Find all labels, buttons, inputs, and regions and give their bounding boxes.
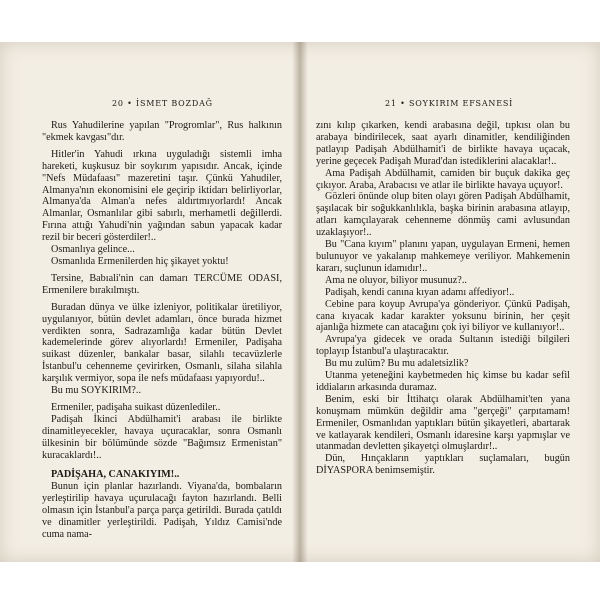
- paragraph: Padişah, kendi canına kıyan adamı affediyor!..: [325, 286, 515, 298]
- paragraph: Padişah İkinci Abdülhamit'i arabası ile birlikte dinamitleyecekler, havaya uçuracaklar, sonra Osmanlı ülkesinin bir bölümünde sözde "Bağımsız Ermenistan" kuracaklardı!..: [42, 413, 282, 461]
- section-heading: PADİŞAHA, CANAKIYIM!..: [51, 469, 180, 481]
- paragraph: zını kılıp çıkarken, kendi arabasına değil, tıpkısı olan bu arabaya bindirilecek, saat ayarlı dinamitler, kendiliğinden patlayıp Padişah Abdülhamit'i de birlikte havaya uçacak, yerine geçecek Padişah Murad'dan istediklerini alacaklar!..: [316, 120, 570, 167]
- paragraph: Dün, Hınçakların yaptıkları suçlamaları, bugün DİYASPORA benimsemiştir.: [316, 453, 570, 477]
- paragraph: Gözleri önünde olup biten olayı gören Padişah Abdülhamit, şaşılacak bir soğukkanlılıkla, başka birinin arabasına atlayıp, atları kamçılayarak cehenneme dönmüş cami avlusundan uzaklaşıyor!..: [316, 191, 570, 239]
- paragraph: Osmanlıya gelince...: [51, 244, 135, 256]
- left-page-header: 20 • İSMET BOZDAĞ: [112, 99, 213, 108]
- right-page-body: [316, 120, 570, 477]
- paragraph: Ama Padişah Abdülhamit, camiden bir buçuk dakika geç çıkıyor. Araba, Arabacısı ve atlar ile birlikte havaya uçuyor!.: [316, 167, 570, 191]
- paragraph: Ermeniler, padişaha suikast düzenlediler..: [51, 401, 221, 413]
- paragraph: Bunun için planlar hazırlandı. Viyana'da, bombaların yerleştirilip havaya uçurulacağı fayton hazırlandı. Belli olmasın için İstanbul'a parça parça getirildi. Burada çatıldı ve dinamitler yerleştirildi. Padişah, Yıldız Camisi'nde cuma nama-: [42, 481, 282, 540]
- paragraph: Osmanlıda Ermenilerden hiç şikayet yoktu!: [51, 255, 229, 267]
- paragraph: Tersine, Babıali'nin can damarı TERCÜME ODASI, Ermenilere bırakılmıştı.: [42, 272, 282, 296]
- paragraph: Ama ne oluyor, biliyor musunuz?..: [325, 274, 467, 286]
- paragraph: Utanma yeteneğini kaybetmeden hiç kimse bu kadar sefil iddiaların arkasında duramaz.: [316, 370, 570, 393]
- paragraph: Hitler'in Yahudi ırkına uyguladığı sistemli imha hareketi, kuşkusuz bir soykırım yapısıdır. Ancak, içinde "Nefs Müdafaası" mazeretini taşır. Çünkü Yahudiler, Almanya'nın ekonomisini ele geçirip iktidarı belirliyorlar, Almanya'da Alman'a nefes aldırtmıyorlardı! Ancak Almanlar, Osmanlılar gibi sabırlı, merhametli değillerdi. Fırına attığı Yahudi'nin yağından sabun yapacak kadar rezil bir beceri gösterdiler!..: [42, 148, 282, 244]
- paragraph: Rus Yahudilerine yapılan "Progromlar", Rus halkının "ekmek kavgası"dır.: [42, 120, 282, 143]
- right-page: [300, 42, 600, 562]
- left-page: [0, 42, 300, 562]
- open-book: [0, 42, 600, 562]
- right-page-header: 21 • SOYKIRIM EFSANESİ: [385, 99, 514, 108]
- paragraph: Bu mu SOYKIRIM?..: [51, 385, 141, 397]
- paragraph: Bu mu zulüm? Bu mu adaletsizlik?: [325, 358, 469, 370]
- book-gutter: [292, 42, 308, 562]
- left-page-body: [42, 120, 282, 541]
- paragraph: Cebine para koyup Avrupa'ya gönderiyor. Çünkü Padişah, cana kıyacak kadar karakter yoksunu birinin, her çeşit ajanlığa hizmete can atacağını çok iyi biliyor ve kullanıyor!..: [316, 298, 570, 334]
- paragraph: Avrupa'ya gidecek ve orada Sultanın istediği bilgileri toplayıp İstanbul'a ulaştıracaktır.: [316, 334, 570, 358]
- paragraph: Bu "Cana kıyım" planını yapan, uygulayan Ermeni, hemen bulunuyor ve yakalanıp mahkemeye veriliyor. Mahkemenin kararı, suçlunun idamıdır!..: [316, 239, 570, 274]
- paragraph: Buradan dünya ve ülke izleniyor, politikalar üretiliyor, uygulanıyor, bütün devlet adamları, önce burada hizmet verdikten sonra, Sadrazamlığa kadar bütün Devlet kademelerinde görev alıyorlardı! Ermeniler, Padişaha suikast düzenler, bankalar basar, silahlı tecavüzlerle İstanbul'u cehenneme çevirirken, Osmanlı, silaha silahla karşılık vermiyor, sopa ile nefs müdafaası yapıyordu!..: [42, 301, 282, 385]
- paragraph: Benim, eski bir İttihatçı olarak Abdülhamit'ten yana konuşmam mümkün değildir ama "gerçeği" çarpıtamam! Ermeniler, Osmanlıdan yaptıkları bütün şikayetleri, abartarak ve katlayarak kendileri, Osmanlı idaresine karşı yapmışlar ve utanmadan devletten şikayetçi olmuşlardır!..: [316, 393, 570, 453]
